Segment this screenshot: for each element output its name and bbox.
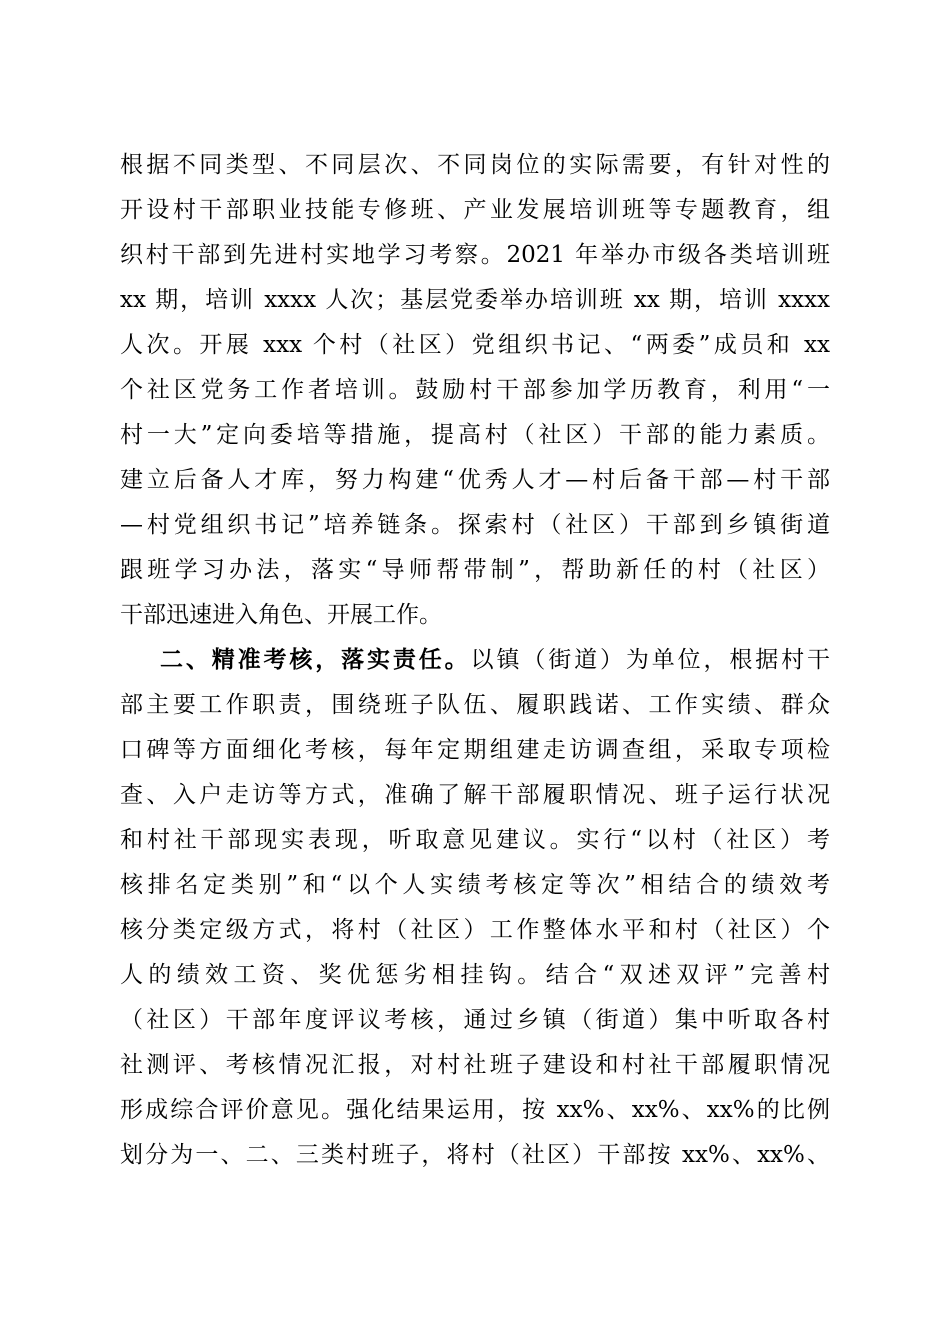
text-line: 社测评、考核情况汇报，对村社班子建设和村社干部履职情况 [120,1052,830,1078]
section-first-line-text: 以镇（街道）为单位，根据村干 [470,647,830,673]
text-line: 口碑等方面细化考核，每年定期组建走访调查组，采取专项检 [120,737,830,763]
text-line: 人的绩效工资、奖优惩劣相挂钩。结合“双述双评”完善村 [120,962,830,988]
text-line: 查、入户走访等方式，准确了解干部履职情况、班子运行状况 [120,782,830,808]
text-line: 干部迅速进入角色、开展工作。 [120,602,442,628]
body-text [120,143,830,1178]
text-line: 村一大”定向委培等措施，提高村（社区）干部的能力素质。 [120,422,830,448]
text-line: 根据不同类型、不同层次、不同岗位的实际需要，有针对性的 [120,152,830,178]
text-line: 划分为一、二、三类村班子，将村（社区）干部按 xx%、xx%、 [120,1142,830,1168]
text-line: 个社区党务工作者培训。鼓励村干部参加学历教育，利用“一 [120,377,830,403]
text-line: 核分类定级方式，将村（社区）工作整体水平和村（社区）个 [120,917,830,943]
text-line: （社区）干部年度评议考核，通过乡镇（街道）集中听取各村 [120,1007,830,1033]
text-line: 和村社干部现实表现，听取意见建议。实行“以村（社区）考 [120,827,830,853]
text-line: 开设村干部职业技能专修班、产业发展培训班等专题教育，组 [120,197,830,223]
text-line: 织村干部到先进村实地学习考察。2021 年举办市级各类培训班 [120,242,830,268]
text-line: 核排名定类别”和“以个人实绩考核定等次”相结合的绩效考 [120,872,830,898]
text-line: xx 期，培训 xxxx 人次；基层党委举办培训班 xx 期，培训 xxxx [120,287,830,313]
text-line: 建立后备人才库，努力构建“优秀人才—村后备干部—村干部 [120,467,830,493]
text-line: —村党组织书记”培养链条。探索村（社区）干部到乡镇街道 [120,512,830,538]
text-line: 人次。开展 xxx 个村（社区）党组织书记、“两委”成员和 xx [120,332,830,358]
text-line: 部主要工作职责，围绕班子队伍、履职践诺、工作实绩、群众 [120,692,830,718]
section-first-line [120,638,830,683]
section-heading: 二、精准考核，落实责任。 [160,647,471,673]
text-line: 跟班学习办法，落实“导师帮带制”，帮助新任的村（社区） [120,557,830,583]
text-line: 形成综合评价意见。强化结果运用，按 xx%、xx%、xx%的比例 [120,1097,830,1123]
